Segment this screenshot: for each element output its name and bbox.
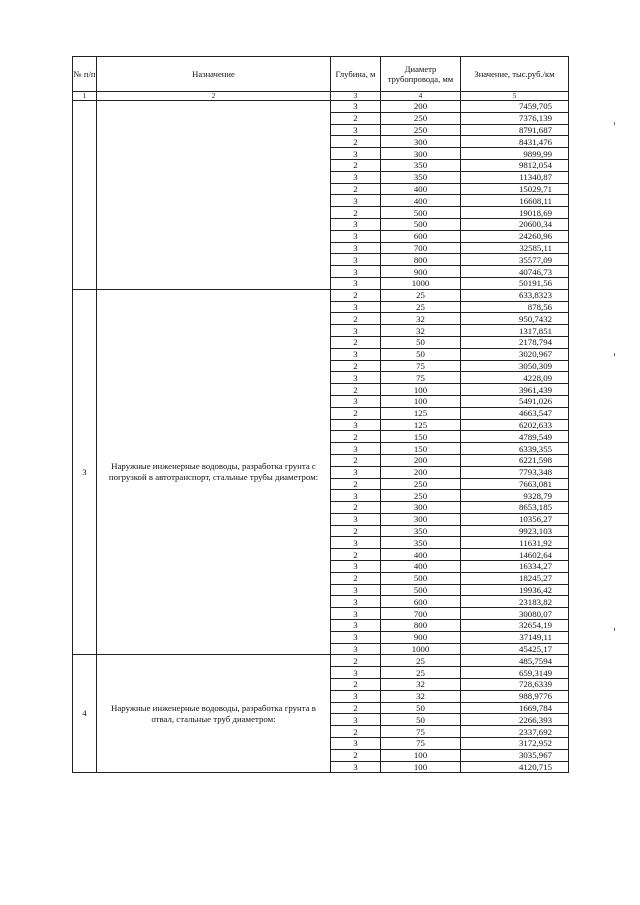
value-cell: 15029,71: [461, 183, 569, 195]
depth-cell: 3: [331, 230, 381, 242]
diameter-cell: 100: [381, 749, 461, 761]
diameter-cell: 200: [381, 454, 461, 466]
value-cell: 35577,09: [461, 254, 569, 266]
value-cell: 728,6339: [461, 679, 569, 691]
value-cell: 950,7432: [461, 313, 569, 325]
value-cell: 30080,07: [461, 608, 569, 620]
header-number: № п/п: [73, 57, 97, 92]
depth-cell: 3: [331, 266, 381, 278]
diameter-cell: 50: [381, 702, 461, 714]
value-cell: 9923,103: [461, 525, 569, 537]
diameter-cell: 400: [381, 561, 461, 573]
table-row: [73, 101, 569, 113]
value-cell: 18245,27: [461, 572, 569, 584]
diameter-cell: 400: [381, 549, 461, 561]
value-cell: 9899,99: [461, 148, 569, 160]
depth-cell: 2: [331, 384, 381, 396]
depth-cell: 2: [331, 336, 381, 348]
diameter-cell: 50: [381, 336, 461, 348]
value-cell: 40746,73: [461, 266, 569, 278]
depth-cell: 3: [331, 348, 381, 360]
diameter-cell: 32: [381, 690, 461, 702]
depth-cell: 3: [331, 490, 381, 502]
depth-cell: 3: [331, 667, 381, 679]
value-cell: 45425,17: [461, 643, 569, 655]
depth-cell: 3: [331, 443, 381, 455]
depth-cell: 2: [331, 454, 381, 466]
value-cell: 3961,439: [461, 384, 569, 396]
diameter-cell: 300: [381, 513, 461, 525]
value-cell: 1669,784: [461, 702, 569, 714]
table-header-row: [73, 57, 569, 92]
scan-mark: [614, 353, 615, 356]
value-cell: 5491,026: [461, 395, 569, 407]
value-cell: 8431,476: [461, 136, 569, 148]
depth-cell: 3: [331, 690, 381, 702]
diameter-cell: 900: [381, 266, 461, 278]
column-number: 3: [331, 92, 381, 101]
diameter-cell: 32: [381, 313, 461, 325]
diameter-cell: 300: [381, 148, 461, 160]
value-cell: 19936,42: [461, 584, 569, 596]
diameter-cell: 32: [381, 679, 461, 691]
value-cell: 24260,96: [461, 230, 569, 242]
diameter-cell: 500: [381, 584, 461, 596]
depth-cell: 3: [331, 761, 381, 773]
depth-cell: 3: [331, 643, 381, 655]
depth-cell: 3: [331, 419, 381, 431]
value-cell: 7793,348: [461, 466, 569, 478]
diameter-cell: 350: [381, 537, 461, 549]
depth-cell: 3: [331, 325, 381, 337]
depth-cell: 3: [331, 631, 381, 643]
depth-cell: 3: [331, 561, 381, 573]
diameter-cell: 250: [381, 490, 461, 502]
value-cell: 6221,598: [461, 454, 569, 466]
depth-cell: 3: [331, 395, 381, 407]
value-cell: 3035,967: [461, 749, 569, 761]
value-cell: 7663,081: [461, 478, 569, 490]
value-cell: 32585,11: [461, 242, 569, 254]
item-purpose: Наружные инженерные водоводы, разработка грунта в отвал, стальные труб диаметром:: [97, 655, 331, 773]
diameter-cell: 500: [381, 207, 461, 219]
scan-mark: [614, 122, 615, 125]
value-cell: 633,8323: [461, 289, 569, 301]
value-cell: 11340,87: [461, 171, 569, 183]
value-cell: 878,56: [461, 301, 569, 313]
depth-cell: 2: [331, 136, 381, 148]
value-cell: 4228,09: [461, 372, 569, 384]
value-cell: 32654,19: [461, 620, 569, 632]
depth-cell: 2: [331, 572, 381, 584]
depth-cell: 2: [331, 655, 381, 667]
table-row: [73, 655, 569, 667]
diameter-cell: 250: [381, 112, 461, 124]
diameter-cell: 400: [381, 183, 461, 195]
value-cell: 50191,56: [461, 277, 569, 289]
item-number: 3: [73, 289, 97, 655]
depth-cell: 2: [331, 207, 381, 219]
header-purpose: Назначение: [97, 57, 331, 92]
depth-cell: 3: [331, 513, 381, 525]
value-cell: 2266,393: [461, 714, 569, 726]
value-cell: 11631,92: [461, 537, 569, 549]
diameter-cell: 400: [381, 195, 461, 207]
item-number: [73, 101, 97, 290]
depth-cell: 2: [331, 702, 381, 714]
diameter-cell: 800: [381, 254, 461, 266]
depth-cell: 3: [331, 218, 381, 230]
diameter-cell: 250: [381, 478, 461, 490]
column-number: 1: [73, 92, 97, 101]
depth-cell: 3: [331, 124, 381, 136]
depth-cell: 2: [331, 313, 381, 325]
value-cell: 7459,705: [461, 101, 569, 113]
depth-cell: 2: [331, 112, 381, 124]
diameter-cell: 25: [381, 289, 461, 301]
depth-cell: 3: [331, 596, 381, 608]
diameter-cell: 75: [381, 738, 461, 750]
diameter-cell: 500: [381, 572, 461, 584]
diameter-cell: 1000: [381, 643, 461, 655]
item-number: 4: [73, 655, 97, 773]
depth-cell: 3: [331, 195, 381, 207]
diameter-cell: 300: [381, 136, 461, 148]
diameter-cell: 600: [381, 596, 461, 608]
depth-cell: 2: [331, 407, 381, 419]
depth-cell: 3: [331, 738, 381, 750]
header-value: Значение, тыс.руб./км: [461, 57, 569, 92]
diameter-cell: 32: [381, 325, 461, 337]
depth-cell: 2: [331, 431, 381, 443]
depth-cell: 2: [331, 726, 381, 738]
diameter-cell: 250: [381, 124, 461, 136]
value-cell: 8791,687: [461, 124, 569, 136]
value-cell: 4789,549: [461, 431, 569, 443]
value-cell: 4120,715: [461, 761, 569, 773]
diameter-cell: 700: [381, 608, 461, 620]
header-depth: Глубина, м: [331, 57, 381, 92]
diameter-cell: 100: [381, 395, 461, 407]
value-cell: 485,7594: [461, 655, 569, 667]
diameter-cell: 600: [381, 230, 461, 242]
depth-cell: 3: [331, 466, 381, 478]
depth-cell: 3: [331, 584, 381, 596]
header-diameter: Диаметр трубопровода, мм: [381, 57, 461, 92]
depth-cell: 2: [331, 478, 381, 490]
value-cell: 2178,794: [461, 336, 569, 348]
scan-mark: [614, 628, 615, 631]
depth-cell: 2: [331, 159, 381, 171]
column-number: 4: [381, 92, 461, 101]
diameter-cell: 25: [381, 301, 461, 313]
diameter-cell: 700: [381, 242, 461, 254]
value-cell: 4663,547: [461, 407, 569, 419]
diameter-cell: 350: [381, 525, 461, 537]
value-cell: 3050,309: [461, 360, 569, 372]
value-cell: 1317,851: [461, 325, 569, 337]
value-cell: 9812,054: [461, 159, 569, 171]
value-cell: 3020,967: [461, 348, 569, 360]
depth-cell: 3: [331, 714, 381, 726]
value-cell: 988,9776: [461, 690, 569, 702]
diameter-cell: 100: [381, 384, 461, 396]
column-number: 2: [97, 92, 331, 101]
value-cell: 10356,27: [461, 513, 569, 525]
depth-cell: 2: [331, 502, 381, 514]
diameter-cell: 800: [381, 620, 461, 632]
column-number: 5: [461, 92, 569, 101]
depth-cell: 3: [331, 171, 381, 183]
column-number-row: [73, 92, 569, 101]
diameter-cell: 300: [381, 502, 461, 514]
value-cell: 20600,34: [461, 218, 569, 230]
depth-cell: 3: [331, 148, 381, 160]
depth-cell: 3: [331, 254, 381, 266]
depth-cell: 3: [331, 537, 381, 549]
diameter-cell: 50: [381, 714, 461, 726]
value-cell: 6202,633: [461, 419, 569, 431]
diameter-cell: 75: [381, 372, 461, 384]
value-cell: 9328,79: [461, 490, 569, 502]
value-cell: 16334,27: [461, 561, 569, 573]
item-purpose: Наружные инженерные водоводы, разработка грунта с погрузкой в автотранспорт, стальные трубы диаметром:: [97, 289, 331, 655]
depth-cell: 2: [331, 749, 381, 761]
value-cell: 7376,139: [461, 112, 569, 124]
diameter-cell: 150: [381, 431, 461, 443]
depth-cell: 2: [331, 679, 381, 691]
depth-cell: 2: [331, 183, 381, 195]
depth-cell: 2: [331, 289, 381, 301]
diameter-cell: 1000: [381, 277, 461, 289]
value-cell: 8653,185: [461, 502, 569, 514]
depth-cell: 2: [331, 549, 381, 561]
diameter-cell: 75: [381, 360, 461, 372]
depth-cell: 3: [331, 242, 381, 254]
diameter-cell: 150: [381, 443, 461, 455]
diameter-cell: 25: [381, 655, 461, 667]
diameter-cell: 900: [381, 631, 461, 643]
value-cell: 659,3149: [461, 667, 569, 679]
table-row: [73, 289, 569, 301]
item-purpose: [97, 101, 331, 290]
diameter-cell: 350: [381, 171, 461, 183]
table-body: [73, 92, 569, 773]
depth-cell: 3: [331, 277, 381, 289]
diameter-cell: 350: [381, 159, 461, 171]
diameter-cell: 125: [381, 407, 461, 419]
document-page: [72, 56, 568, 773]
pipeline-cost-table: [72, 56, 569, 773]
diameter-cell: 100: [381, 761, 461, 773]
value-cell: 2337,692: [461, 726, 569, 738]
diameter-cell: 25: [381, 667, 461, 679]
diameter-cell: 200: [381, 101, 461, 113]
value-cell: 16608,11: [461, 195, 569, 207]
value-cell: 3172,952: [461, 738, 569, 750]
diameter-cell: 200: [381, 466, 461, 478]
depth-cell: 3: [331, 608, 381, 620]
depth-cell: 3: [331, 372, 381, 384]
depth-cell: 3: [331, 101, 381, 113]
depth-cell: 3: [331, 301, 381, 313]
value-cell: 23183,82: [461, 596, 569, 608]
depth-cell: 3: [331, 620, 381, 632]
value-cell: 37149,11: [461, 631, 569, 643]
diameter-cell: 75: [381, 726, 461, 738]
diameter-cell: 500: [381, 218, 461, 230]
depth-cell: 2: [331, 525, 381, 537]
diameter-cell: 125: [381, 419, 461, 431]
depth-cell: 2: [331, 360, 381, 372]
value-cell: 19018,69: [461, 207, 569, 219]
value-cell: 14602,64: [461, 549, 569, 561]
value-cell: 6339,355: [461, 443, 569, 455]
diameter-cell: 50: [381, 348, 461, 360]
